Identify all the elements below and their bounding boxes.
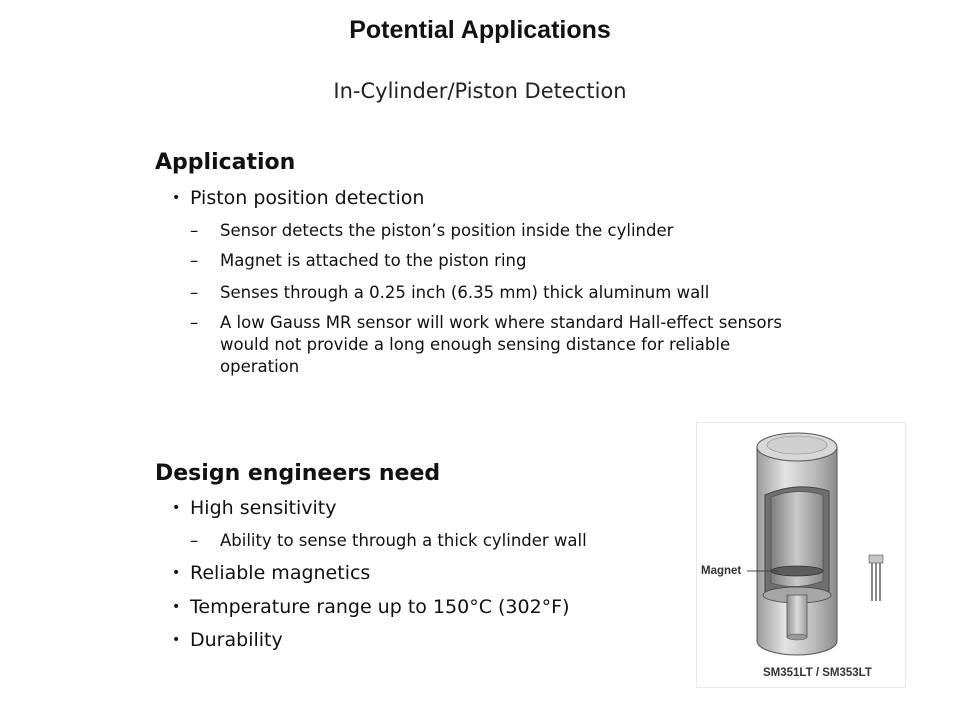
slide-subtitle: In-Cylinder/Piston Detection — [333, 79, 627, 103]
figure-caption: SM351LT / SM353LT — [763, 667, 872, 679]
bullet-text: Temperature range up to 150°C (302°F) — [190, 596, 570, 618]
bullet-text: Reliable magnetics — [190, 562, 371, 584]
slide-title: Potential Applications — [349, 16, 611, 44]
dash-marker: – — [190, 283, 199, 302]
magnet-label: Magnet — [701, 565, 742, 577]
application-heading: Application — [155, 150, 296, 175]
bullet-temperature — [172, 596, 570, 618]
dash-marker: – — [190, 531, 199, 550]
sub-item-magnet — [190, 250, 790, 272]
sub-item-mr-sensor — [190, 312, 795, 378]
sub-item-text: A low Gauss MR sensor will work where standard Hall-effect sensors would not provide a long enough sensing distance for reliable operation — [220, 313, 783, 376]
bullet-text: Piston position detection — [190, 187, 425, 209]
dash-marker: – — [190, 221, 199, 240]
bullet-reliable-magnetics — [172, 562, 370, 584]
sub-item-text: Senses through a 0.25 inch (6.35 mm) thick aluminum wall — [220, 283, 710, 302]
sub-item-text: Ability to sense through a thick cylinder wall — [220, 531, 587, 550]
bullet-durability — [172, 629, 283, 651]
cylinder-drawing — [697, 423, 905, 687]
sub-item-text: Sensor detects the piston’s position inside the cylinder — [220, 221, 674, 240]
bullet-marker: • — [172, 632, 181, 648]
bullet-marker: • — [172, 565, 181, 581]
sub-item-ability — [190, 530, 660, 552]
sub-item-senses — [190, 282, 810, 304]
bullet-marker: • — [172, 190, 181, 206]
bullet-text: Durability — [190, 629, 283, 651]
bullet-text: High sensitivity — [190, 497, 337, 519]
dash-marker: – — [190, 251, 199, 270]
cylinder-illustration — [696, 422, 906, 688]
bullet-marker: • — [172, 599, 181, 615]
design-heading: Design engineers need — [155, 461, 441, 486]
bullet-high-sensitivity — [172, 497, 336, 519]
sub-item-text: Magnet is attached to the piston ring — [220, 251, 527, 270]
bullet-piston-position — [172, 187, 424, 209]
dash-marker: – — [190, 313, 199, 332]
sub-item-sensor — [190, 220, 790, 242]
bullet-marker: • — [172, 500, 181, 516]
